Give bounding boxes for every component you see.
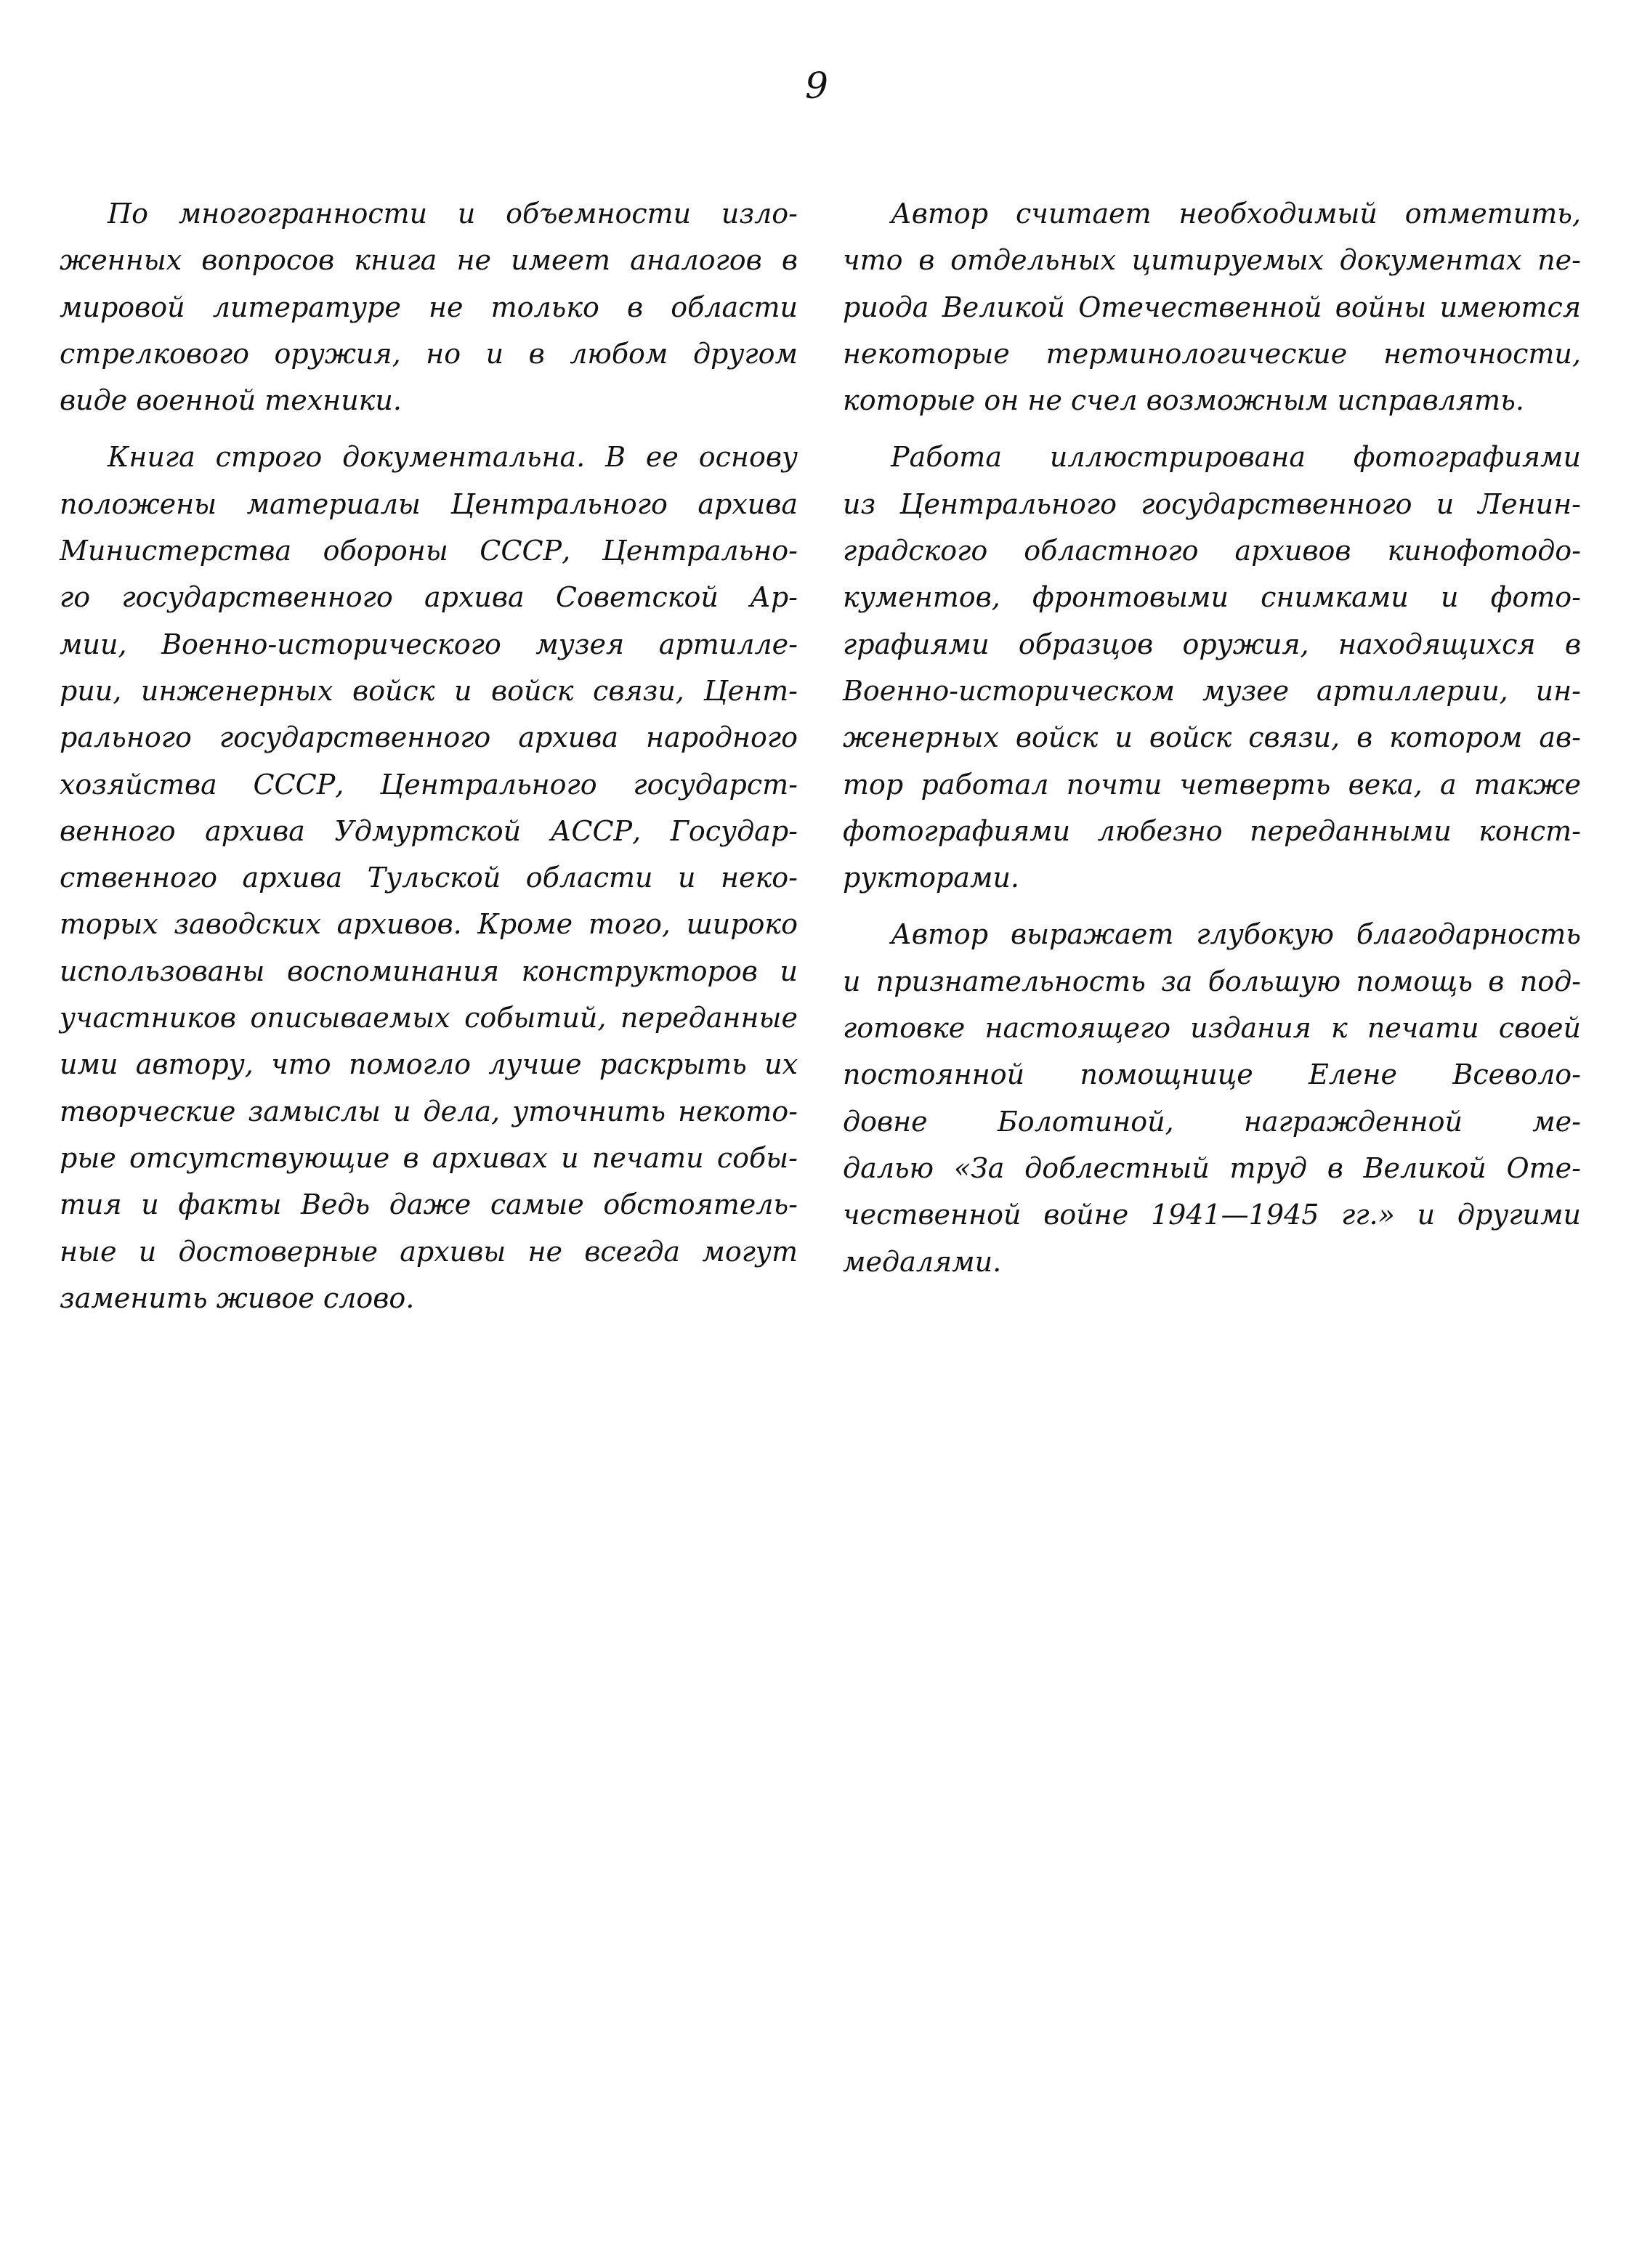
text-line: готовке настоящего издания к печати своей <box>843 1012 1581 1045</box>
paragraph <box>843 190 1581 424</box>
paragraph <box>60 190 798 424</box>
text-line: тор работал почти четверть века, а также <box>843 768 1581 801</box>
text-line: что в отдельных цитируемых документах пе- <box>843 244 1581 277</box>
text-line: использованы воспоминания конструкторов и <box>60 955 798 987</box>
text-line: градского областного архивов кинофотодо- <box>843 535 1581 567</box>
text-line: постоянной помощнице Елене Всеволо- <box>843 1058 1581 1091</box>
text-line: женерных войск и войск связи, в котором ав- <box>843 721 1581 754</box>
text-line: творческие замыслы и дела, уточнить некото- <box>60 1095 798 1127</box>
text-line: чественной войне 1941—1945 гг.» и другими <box>843 1199 1581 1231</box>
text-line: рукторами. <box>843 862 1020 894</box>
text-line: графиями образцов оружия, находящихся в <box>843 628 1581 660</box>
text-line: которые он не счел возможным исправлять. <box>843 384 1524 417</box>
text-line: Работа иллюстрирована фотографиями <box>891 441 1581 474</box>
text-line: кументов, фронтовыми снимками и фото- <box>843 581 1581 614</box>
text-line: тия и факты Ведь даже самые обстоятель- <box>60 1188 798 1221</box>
text-line: Министерства обороны СССР, Центрально- <box>60 535 798 567</box>
text-line: По многогранности и объемности изло- <box>108 198 798 230</box>
text-line: ими автору, что помогло лучше раскрыть их <box>60 1048 798 1081</box>
text-line: рального государственного архива народного <box>60 721 798 754</box>
text-line: Автор выражает глубокую благодарность <box>891 918 1581 951</box>
text-line: мии, Военно-исторического музея артилле- <box>60 628 798 660</box>
text-line: Книга строго документальна. В ее основу <box>108 441 798 474</box>
text-line: рые отсутствующие в архивах и печати собы- <box>60 1141 798 1174</box>
page-number: 9 <box>805 65 828 107</box>
text-line: ные и достоверные архивы не всегда могут <box>60 1235 798 1268</box>
text-line: го государственного архива Советской Ар- <box>60 581 798 614</box>
text-line: некоторые терминологические неточности, <box>843 337 1581 370</box>
text-line: далью «За доблестный труд в Великой Оте- <box>843 1151 1581 1184</box>
paragraph <box>843 911 1581 1284</box>
paragraph <box>843 434 1581 901</box>
text-line: ственного архива Тульской области и неко- <box>60 862 798 894</box>
right-text-column <box>843 190 1581 1295</box>
paragraph <box>60 434 798 1321</box>
text-line: медалями. <box>843 1245 1002 1278</box>
text-line: Военно-историческом музее артиллерии, ин- <box>843 674 1581 707</box>
text-line: положены материалы Центрального архива <box>60 487 798 520</box>
text-line: рии, инженерных войск и войск связи, Цент- <box>60 674 798 707</box>
text-line: из Центрального государственного и Ленин- <box>843 487 1581 520</box>
text-line: и признательность за большую помощь в под- <box>843 965 1581 997</box>
text-line: мировой литературе не только в области <box>60 291 798 323</box>
text-line: стрелкового оружия, но и в любом другом <box>60 337 798 370</box>
text-line: Автор считает необходимый отметить, <box>891 198 1581 230</box>
text-line: венного архива Удмуртской АССР, Государ- <box>60 814 798 847</box>
text-line: участников описываемых событий, переданные <box>60 1002 798 1034</box>
left-text-column <box>60 190 798 1332</box>
text-line: виде военной техники. <box>60 384 402 417</box>
text-line: заменить живое слово. <box>60 1281 415 1314</box>
text-line: довне Болотиной, награжденной ме- <box>843 1105 1581 1138</box>
text-line: женных вопросов книга не имеет аналогов в <box>60 244 798 277</box>
text-line: фотографиями любезно переданными конст- <box>843 814 1581 847</box>
text-line: торых заводских архивов. Кроме того, широко <box>60 908 798 941</box>
text-line: риода Великой Отечественной войны имеются <box>843 291 1581 323</box>
text-line: хозяйства СССР, Центрального государст- <box>60 768 798 801</box>
